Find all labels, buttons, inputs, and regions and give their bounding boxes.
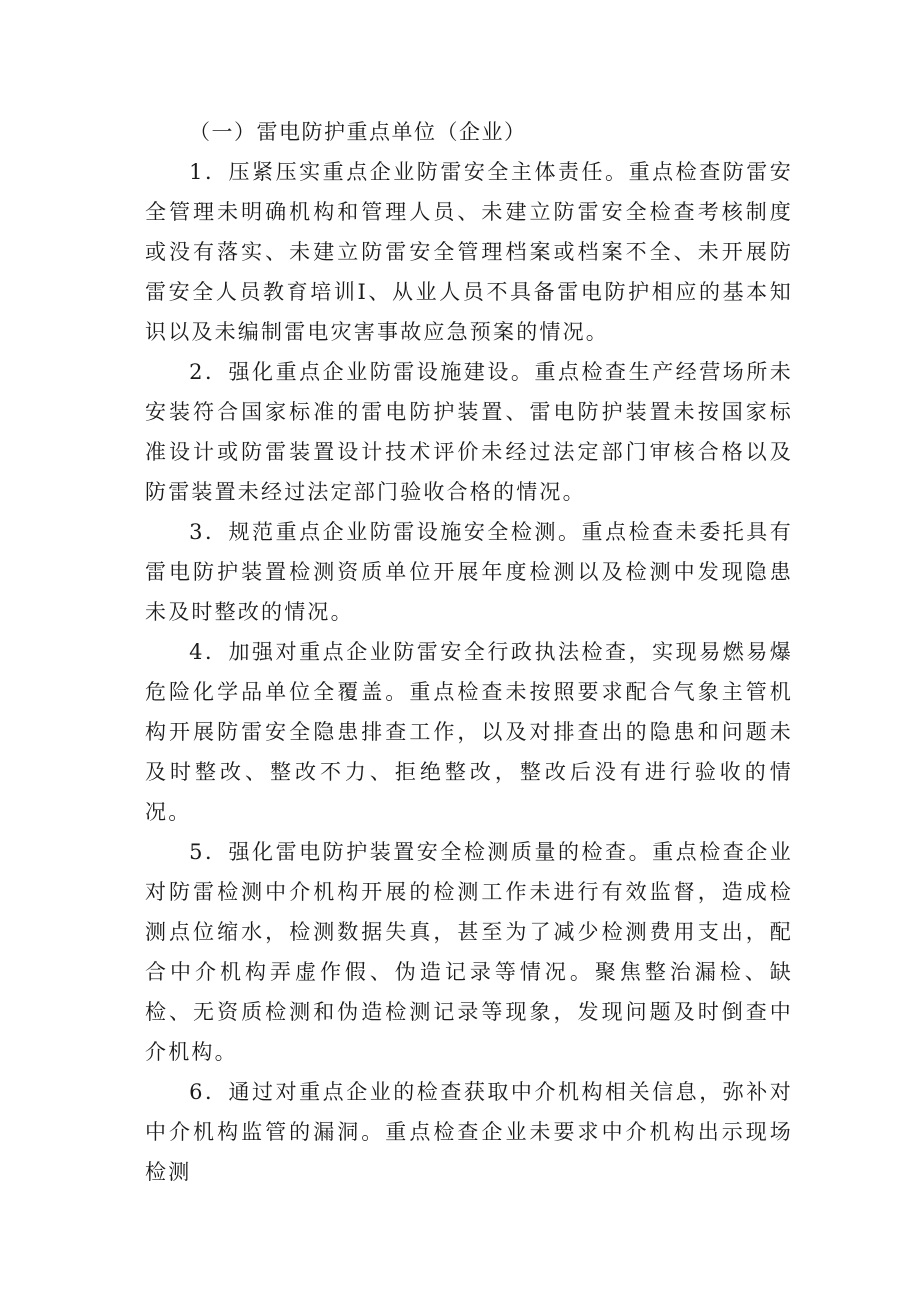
paragraph-2: 2．强化重点企业防雷设施建设。重点检查生产经营场所未安装符合国家标准的雷电防护装置、雷电防护装置未按国家标准设计或防雷装置设计技术评价未经过法定部门审核合格以及防雷装置未经过法定部门验收合格的情况。 [145,360,793,504]
paragraph-3: 3．规范重点企业防雷设施安全检测。重点检查未委托具有雷电防护装置检测资质单位开展年度检测以及检测中发现隐患未及时整改的情况。 [145,520,793,624]
paragraph-6: 6．通过对重点企业的检查获取中介机构相关信息，弥补对中介机构监管的漏洞。重点检查企业未要求中介机构出示现场检测 [145,1080,793,1184]
paragraph-1: 1．压紧压实重点企业防雷安全主体责任。重点检查防雷安全管理未明确机构和管理人员、未建立防雷安全检查考核制度或没有落实、未建立防雷安全管理档案或档案不全、未开展防雷安全人员教育培训I、从业人员不具备雷电防护相应的基本知识以及未编制雷电灾害事故应急预案的情况。 [145,160,793,344]
paragraph-5: 5．强化雷电防护装置安全检测质量的检查。重点检查企业对防雷检测中介机构开展的检测工作未进行有效监督，造成检测点位缩水，检测数据失真，甚至为了减少检测费用支出，配合中介机构弄虚作假、伪造记录等情况。聚焦整治漏检、缺检、无资质检测和伪造检测记录等现象，发现问题及时倒查中介机构。 [145,840,793,1064]
section-heading: （一）雷电防护重点单位（企业） [189,120,527,144]
paragraph-4: 4．加强对重点企业防雷安全行政执法检查，实现易燃易爆危险化学品单位全覆盖。重点检查未按照要求配合气象主管机构开展防雷安全隐患排查工作，以及对排查出的隐患和问题未及时整改、整改不力、拒绝整改，整改后没有进行验收的情况。 [145,640,793,824]
document-body [145,112,793,1192]
